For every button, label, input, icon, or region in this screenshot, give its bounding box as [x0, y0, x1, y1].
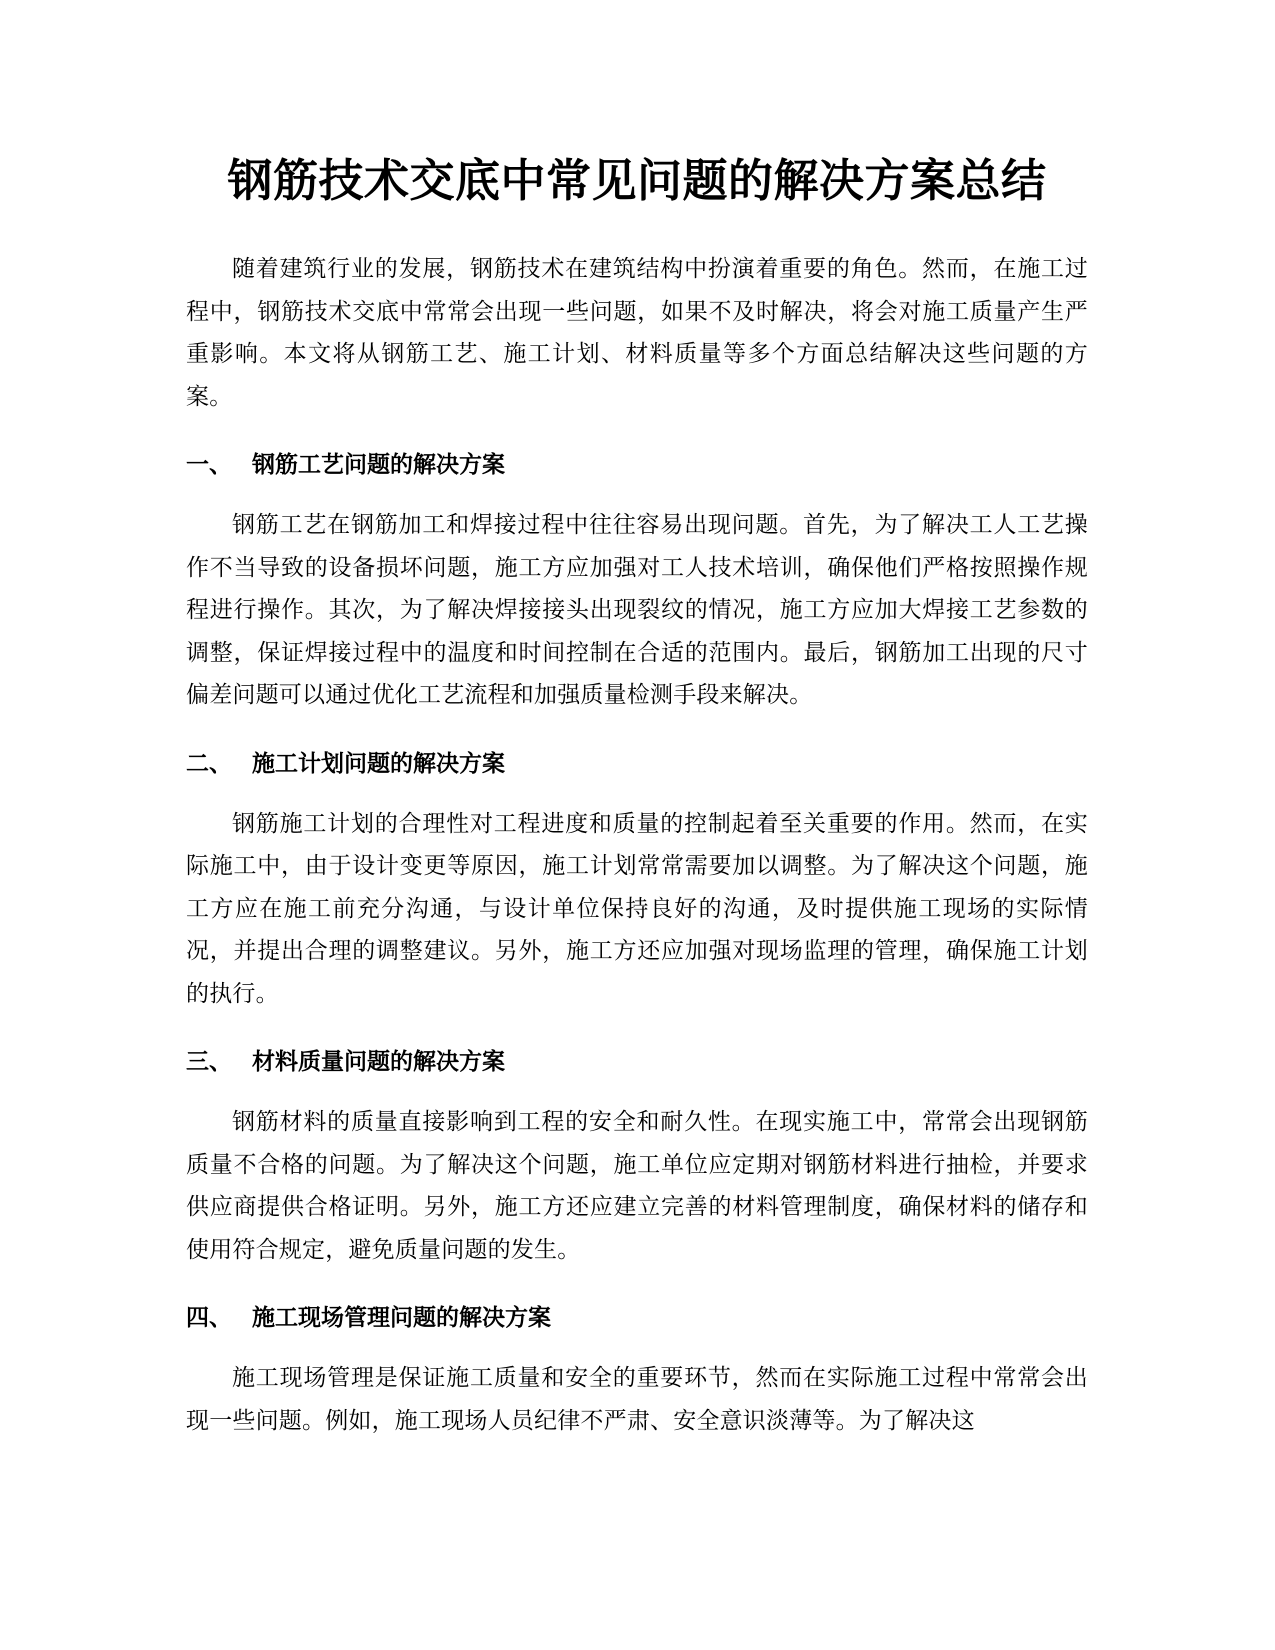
section-body-2: 钢筋施工计划的合理性对工程进度和质量的控制起着至关重要的作用。然而，在实际施工中，由于设计变更等原因，施工计划常常需要加以调整。为了解决这个问题，施工方应在施工前充分沟通，与设计单位保持良好的沟通，及时提供施工现场的实际情况，并提出合理的调整建议。另外，施工方还应加强对现场监理的管理，确保施工计划的执行。	[186, 810, 1088, 1007]
section-number: 三、	[186, 1049, 232, 1075]
section-title: 钢筋工艺问题的解决方案	[252, 452, 505, 478]
section-title: 材料质量问题的解决方案	[252, 1049, 505, 1075]
section-number: 二、	[186, 750, 232, 777]
section-body-1: 钢筋工艺在钢筋加工和焊接过程中往往容易出现问题。首先，为了解决工人工艺操作不当导致的设备损坏问题，施工方应加强对工人技术培训，确保他们严格按照操作规程进行操作。其次，为了解决焊接接头出现裂纹的情况，施工方应加大焊接工艺参数的调整，保证焊接过程中的温度和时间控制在合适的范围内。最后，钢筋加工出现的尺寸偏差问题可以通过优化工艺流程和加强质量检测手段来解决。	[186, 512, 1088, 708]
section-body-4: 施工现场管理是保证施工质量和安全的重要环节，然而在实际施工过程中常常会出现一些问题。例如，施工现场人员纪律不严肃、安全意识淡薄等。为了解决这	[186, 1365, 1088, 1434]
document-title: 钢筋技术交底中常见问题的解决方案总结	[227, 154, 1047, 207]
section-body-3: 钢筋材料的质量直接影响到工程的安全和耐久性。在现实施工中，常常会出现钢筋质量不合格的问题。为了解决这个问题，施工单位应定期对钢筋材料进行抽检，并要求供应商提供合格证明。另外，施工方还应建立完善的材料管理制度，确保材料的储存和使用符合规定，避免质量问题的发生。	[186, 1109, 1088, 1263]
intro-paragraph: 随着建筑行业的发展，钢筋技术在建筑结构中扮演着重要的角色。然而，在施工过程中，钢筋技术交底中常常会出现一些问题，如果不及时解决，将会对施工质量产生严重影响。本文将从钢筋工艺、施工计划、材料质量等多个方面总结解决这些问题的方案。	[186, 256, 1088, 410]
section-number: 四、	[186, 1305, 232, 1331]
section-heading-1	[186, 448, 1088, 482]
document-page	[186, 0, 1088, 1442]
section-title: 施工现场管理问题的解决方案	[252, 1305, 551, 1331]
section-heading-2	[186, 747, 1088, 781]
section-title: 施工计划问题的解决方案	[252, 750, 505, 777]
section-number: 一、	[186, 452, 232, 478]
section-heading-4	[186, 1301, 1088, 1335]
section-heading-3	[186, 1045, 1088, 1079]
